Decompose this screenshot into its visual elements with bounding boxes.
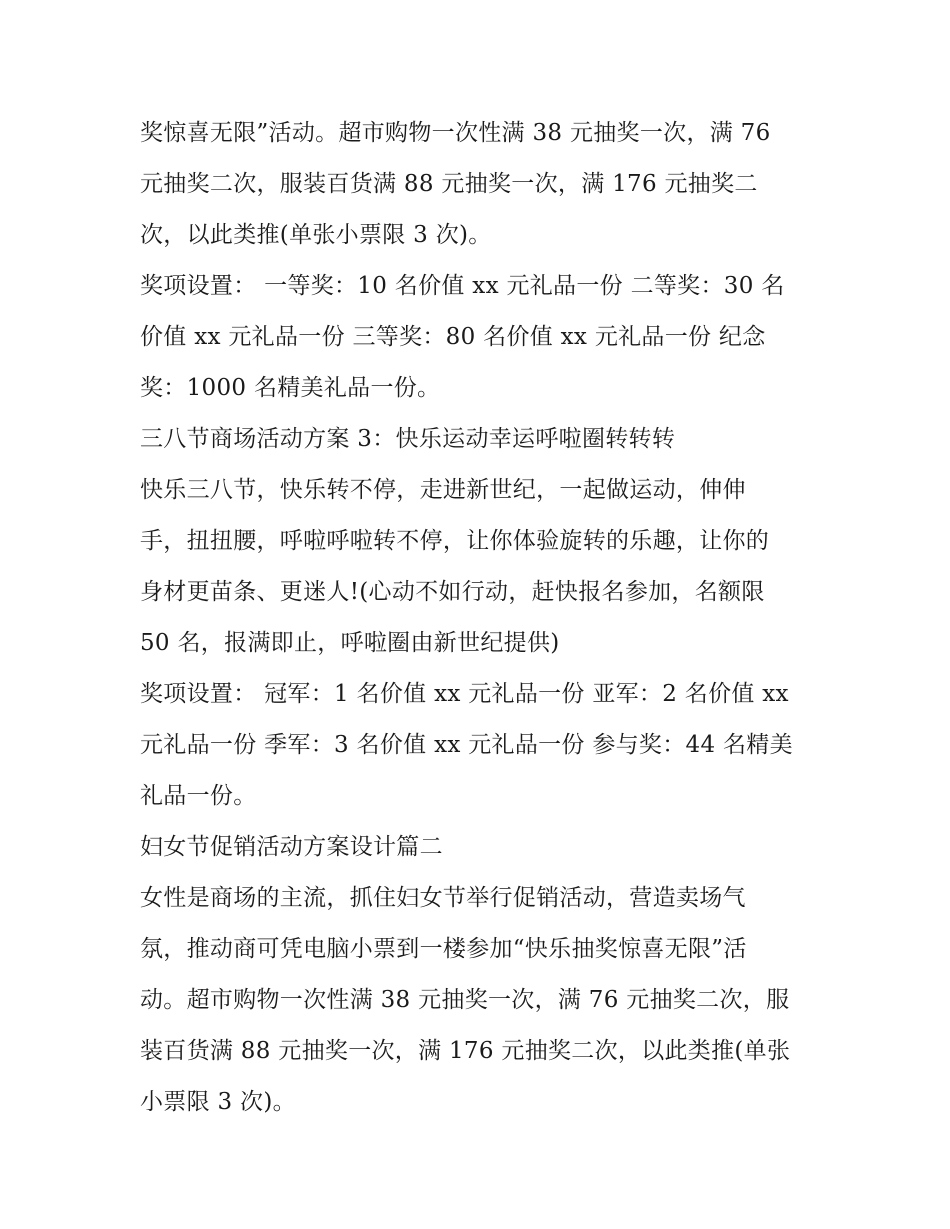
text-line: 小票限 3 次)。 <box>140 1089 296 1115</box>
text-line: 氛，推动商可凭电脑小票到一楼参加“快乐抽奖惊喜无限”活 <box>140 936 747 962</box>
text-line: 次，以此类推(单张小票限 3 次)。 <box>140 222 492 248</box>
text-line: 元抽奖二次，服装百货满 88 元抽奖一次，满 176 元抽奖二 <box>140 171 758 197</box>
text-line: 女性是商场的主流，抓住妇女节举行促销活动，营造卖场气 <box>140 885 746 911</box>
text-line: 手，扭扭腰，呼啦呼啦转不停，让你体验旋转的乐趣，让你的 <box>140 528 770 554</box>
body-text <box>140 108 820 1128</box>
text-line: 50 名，报满即止，呼啦圈由新世纪提供) <box>140 630 560 656</box>
text-line: 礼品一份。 <box>140 783 257 809</box>
text-line: 装百货满 88 元抽奖一次，满 176 元抽奖二次，以此类推(单张 <box>140 1038 791 1064</box>
text-line: 奖项设置： 一等奖：10 名价值 xx 元礼品一份 二等奖：30 名 <box>140 273 785 299</box>
text-line: 奖：1000 名精美礼品一份。 <box>140 375 441 401</box>
text-line: 奖项设置： 冠军：1 名价值 xx 元礼品一份 亚军：2 名价值 xx <box>140 681 789 707</box>
text-line: 奖惊喜无限”活动。超市购物一次性满 38 元抽奖一次，满 76 <box>140 120 771 146</box>
text-line: 动。超市购物一次性满 38 元抽奖一次，满 76 元抽奖二次，服 <box>140 987 790 1013</box>
text-line: 身材更苗条、更迷人!(心动不如行动，赶快报名参加，名额限 <box>140 579 765 605</box>
text-line: 快乐三八节，快乐转不停，走进新世纪，一起做运动，伸伸 <box>140 477 746 503</box>
text-line: 元礼品一份 季军：3 名价值 xx 元礼品一份 参与奖：44 名精美 <box>140 732 793 758</box>
section-heading: 三八节商场活动方案 3：快乐运动幸运呼啦圈转转转 <box>140 426 676 452</box>
text-line: 价值 xx 元礼品一份 三等奖：80 名价值 xx 元礼品一份 纪念 <box>140 324 766 350</box>
section-heading: 妇女节促销活动方案设计篇二 <box>140 834 443 860</box>
